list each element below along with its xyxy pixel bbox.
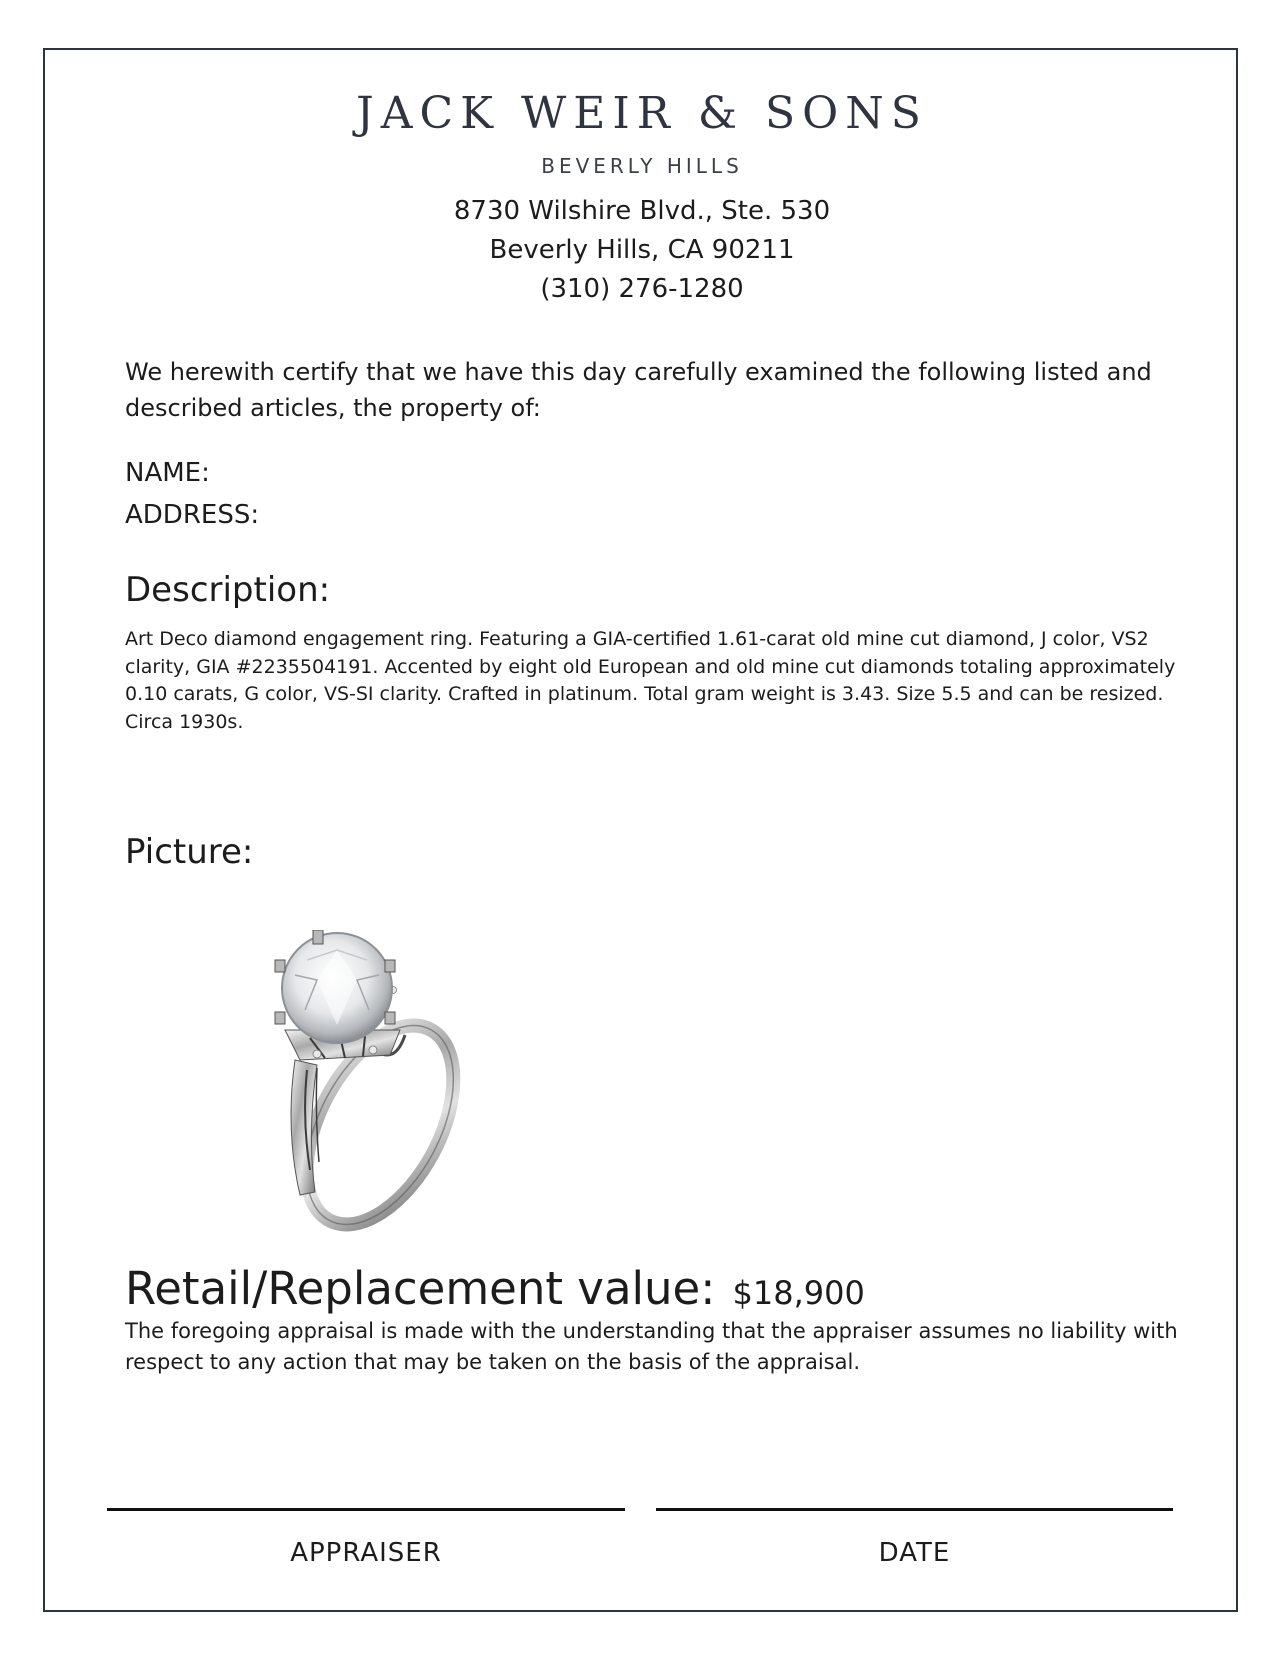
appraisal-disclaimer: The foregoing appraisal is made with the understanding that the appraiser assumes no liability with respect to any action that may be taken on the basis of the appraisal. [125,1319,1178,1374]
appraiser-signature-line [107,1508,625,1511]
owner-name-label: NAME: [125,458,210,488]
date-label: DATE [878,1538,951,1568]
picture-heading: Picture: [125,832,254,872]
valuation-amount: $18,900 [732,1274,865,1312]
appraiser-label: APPRAISER [290,1538,442,1568]
ring-image [255,930,465,1240]
store-address-line1: 8730 Wilshire Blvd., Ste. 530 [453,196,831,226]
brand-logo-text: JACK WEIR & SONS [356,88,928,139]
valuation-row [125,1262,1225,1315]
store-phone: (310) 276-1280 [540,274,744,304]
valuation-label: Retail/Replacement value: [125,1262,716,1315]
date-signature-line [656,1508,1173,1511]
store-address-line2: Beverly Hills, CA 90211 [489,235,795,265]
owner-address-label: ADDRESS: [125,500,260,530]
description-heading: Description: [125,570,331,610]
brand-city: BEVERLY HILLS [541,154,743,178]
certification-statement: We herewith certify that we have this day carefully examined the following listed and described articles, the property of: [125,358,1152,422]
description-text: Art Deco diamond engagement ring. Featuring a GIA-certified 1.61-carat old mine cut diamond, J color, VS2 clarity, GIA #2235504191. Accented by eight old European and old mine cut diamonds totaling approximately 0.10 carats, G color, VS-SI clarity. Crafted in platinum. Total gram weight is 3.43. Size 5.5 and can be resized. Circa 1930s. [125,628,1176,733]
